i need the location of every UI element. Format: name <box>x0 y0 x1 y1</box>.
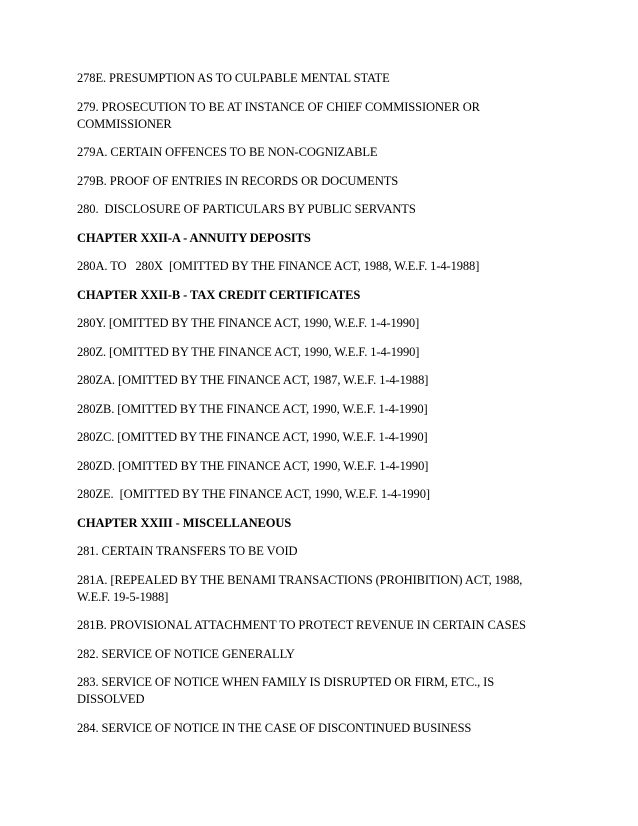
document-page <box>77 70 557 748</box>
chapter-heading: CHAPTER XXII-A - ANNUITY DEPOSITS <box>77 230 311 245</box>
section-entry: 282. SERVICE OF NOTICE GENERALLY <box>77 646 295 661</box>
section-entry: 280ZC. [OMITTED BY THE FINANCE ACT, 1990, W.E.F. 1-4-1990] <box>77 430 428 444</box>
section-entry: 280Z. [OMITTED BY THE FINANCE ACT, 1990, W.E.F. 1-4-1990] <box>77 344 420 359</box>
section-entry: 280A. TO 280X [OMITTED BY THE FINANCE ACT, 1988, W.E.F. 1-4-1988] <box>77 259 480 273</box>
section-entry: 280Y. [OMITTED BY THE FINANCE ACT, 1990, W.E.F. 1-4-1990] <box>77 316 420 330</box>
section-entry: 278E. PRESUMPTION AS TO CULPABLE MENTAL STATE <box>77 71 390 85</box>
section-entry: 280ZB. [OMITTED BY THE FINANCE ACT, 1990, W.E.F. 1-4-1990] <box>77 401 428 416</box>
section-entry: 279B. PROOF OF ENTRIES IN RECORDS OR DOCUMENTS <box>77 173 399 188</box>
section-entry: 283. SERVICE OF NOTICE WHEN FAMILY IS DISRUPTED OR FIRM, ETC., IS DISSOLVED <box>77 675 498 706</box>
section-entry: 280ZE. [OMITTED BY THE FINANCE ACT, 1990, W.E.F. 1-4-1990] <box>77 487 430 501</box>
section-entry: 281B. PROVISIONAL ATTACHMENT TO PROTECT REVENUE IN CERTAIN CASES <box>77 618 526 632</box>
section-entry: 284. SERVICE OF NOTICE IN THE CASE OF DISCONTINUED BUSINESS <box>77 720 472 735</box>
chapter-heading: CHAPTER XXII-B - TAX CREDIT CERTIFICATES <box>77 287 361 302</box>
section-entry: 279A. CERTAIN OFFENCES TO BE NON-COGNIZABLE <box>77 145 378 159</box>
section-entry: 281. CERTAIN TRANSFERS TO BE VOID <box>77 544 298 558</box>
section-entry: 280ZA. [OMITTED BY THE FINANCE ACT, 1987, W.E.F. 1-4-1988] <box>77 373 429 387</box>
chapter-heading: CHAPTER XXIII - MISCELLANEOUS <box>77 515 292 530</box>
section-entry: 280. DISCLOSURE OF PARTICULARS BY PUBLIC SERVANTS <box>77 202 416 216</box>
section-entry: 281A. [REPEALED BY THE BENAMI TRANSACTIONS (PROHIBITION) ACT, 1988, W.E.F. 19-5-1988] <box>77 572 526 604</box>
section-entry: 280ZD. [OMITTED BY THE FINANCE ACT, 1990, W.E.F. 1-4-1990] <box>77 458 429 473</box>
section-entry: 279. PROSECUTION TO BE AT INSTANCE OF CHIEF COMMISSIONER OR COMMISSIONER <box>77 99 483 131</box>
